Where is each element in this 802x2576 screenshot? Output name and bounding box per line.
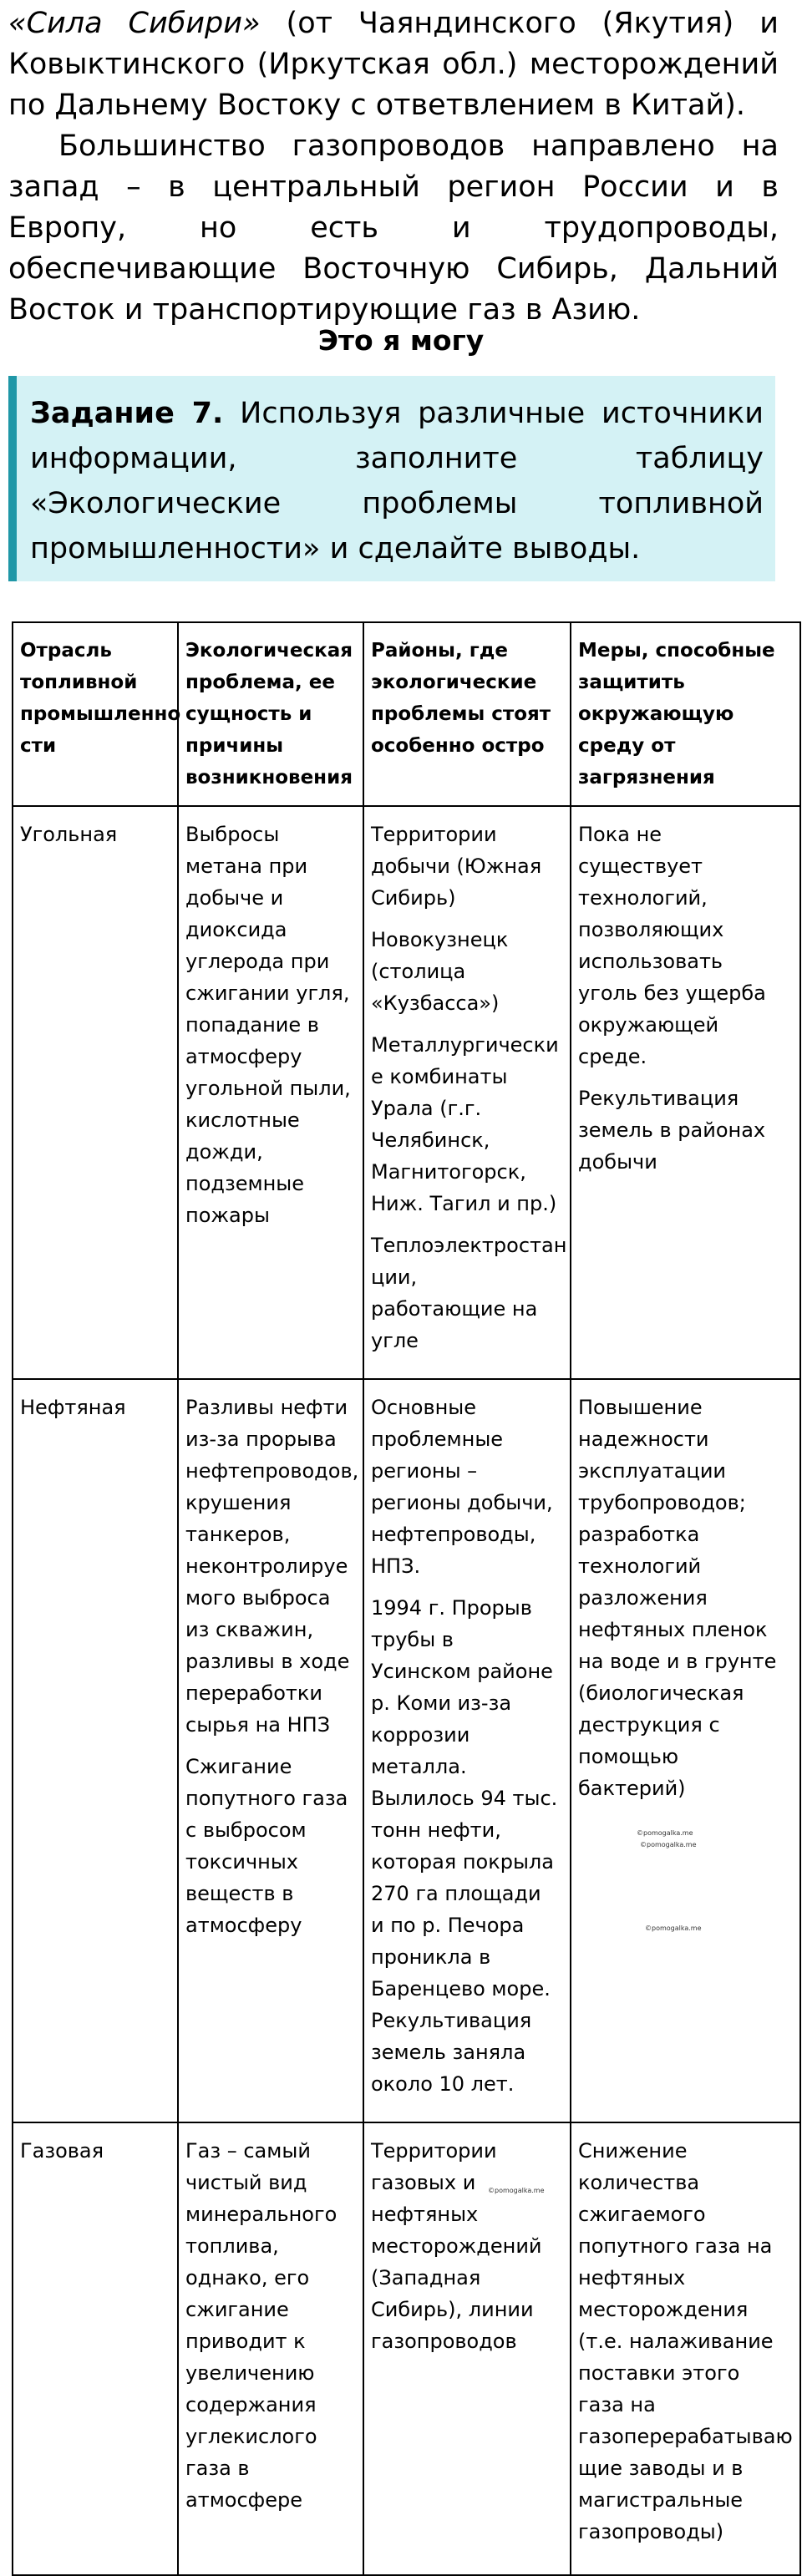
intro-text xyxy=(8,3,779,331)
cell-measures xyxy=(571,2122,800,2575)
cell-text: Сжигание попутного газа с выбросом токсичных веществ в атмосферу xyxy=(185,1755,348,1937)
pipeline-name: «Сила Сибири» xyxy=(8,7,261,40)
cell-text: Металлургически е комбинаты Урала (г.г. Челябинск, Магнитогорск, Ниж. Тагил и пр.) xyxy=(371,1033,559,1215)
intro-paragraph-2: Большинство газопроводов направлено на запад – в центральный регион России и в Европу, но есть и трудопроводы, обеспечивающие Восточную Сибирь, Дальний Восток и транспортирующие газ в Азию. xyxy=(8,129,779,327)
cell-text: Территории газовых и нефтяных месторождений (Западная Сибирь), линии газопроводов xyxy=(371,2139,542,2353)
cell-problem xyxy=(178,2122,363,2575)
table-row xyxy=(13,1379,800,2122)
cell-text: Разливы нефти из-за прорыва нефтепроводов, крушения танкеров, неконтролируе мого выброса из скважин, разливы в ходе переработки сырья на НПЗ xyxy=(185,1396,359,1737)
cell-regions xyxy=(363,1379,571,2122)
cell-text: Пока не существует технологий, позволяющих использовать уголь без ущерба окружающей среде. xyxy=(578,823,766,1068)
cell-industry: Угольная xyxy=(13,806,178,1379)
table-row xyxy=(13,806,800,1379)
cell-text: Рекультивация земель в районах добычи xyxy=(578,1087,766,1174)
cell-measures xyxy=(571,1379,800,2122)
intro-paragraph-1-rest: (от Чаяндинского (Якутия) и Ковыктинского (Иркутская обл.) месторождений по Дальнему Востоку с ответвлением в Китай). xyxy=(8,7,779,122)
ecology-table xyxy=(12,621,801,2576)
watermark: ©pomogalka.me xyxy=(488,2187,545,2194)
cell-measures xyxy=(571,806,800,1379)
header-measures: Меры, способные защитить окружающую среду от загрязнения xyxy=(571,622,800,806)
intro-paragraph-1 xyxy=(8,3,779,126)
cell-text: Выбросы метана при добыче и диоксида углерода при сжигании угля, попадание в атмосферу угольной пыли, кислотные дожди, подземные пожары xyxy=(185,823,351,1227)
cell-text: Территории добычи (Южная Сибирь) xyxy=(371,823,542,910)
watermark: ©pomogalka.me xyxy=(645,1924,702,1932)
task-box xyxy=(8,376,775,581)
header-problem: Экологическая проблема, ее сущность и причины возникновения xyxy=(178,622,363,806)
table-row xyxy=(13,2122,800,2575)
cell-problem xyxy=(178,806,363,1379)
cell-text: Новокузнецк (столица «Кузбасса») xyxy=(371,928,509,1015)
header-industry: Отрасль топливной промышленно сти xyxy=(13,622,178,806)
watermark: ©pomogalka.me xyxy=(637,1829,693,1837)
cell-text: Теплоэлектростан ции, работающие на угле xyxy=(371,1234,567,1352)
cell-industry: Газовая xyxy=(13,2122,178,2575)
cell-regions xyxy=(363,806,571,1379)
cell-industry: Нефтяная xyxy=(13,1379,178,2122)
header-regions: Районы, где экологические проблемы стоят особенно остро xyxy=(363,622,571,806)
task-label: Задание 7. xyxy=(30,397,224,430)
section-heading: Это я могу xyxy=(317,324,485,357)
cell-text: Повышение надежности эксплуатации трубопроводов; разработка технологий разложения нефтяных пленок на воде и в грунте (биологическая деструкция с помощью бактерий) xyxy=(578,1396,777,1800)
task-text: Используя различные источники информации, заполните таблицу «Экологические проблемы топливной промышленности» и сделайте выводы. xyxy=(30,397,764,565)
cell-text: Снижение количества сжигаемого попутного газа на нефтяных месторождения (т.е. налаживание поставки этого газа на газоперерабатываю щие заводы и в магистральные газопроводы) xyxy=(578,2139,793,2543)
table-header-row xyxy=(13,622,800,806)
cell-text: Газ – самый чистый вид минерального топлива, однако, его сжигание приводит к увеличению содержания углекислого газа в атмосфере xyxy=(185,2139,338,2512)
watermark: ©pomogalka.me xyxy=(640,1841,697,1848)
cell-regions xyxy=(363,2122,571,2575)
cell-problem xyxy=(178,1379,363,2122)
cell-text: 1994 г. Прорыв трубы в Усинском районе р. Коми из-за коррозии металла. Вылилось 94 тыс. тонн нефти, которая покрыла 270 га площади и по р. Печора проникла в Баренцево море. Рекультивация земель заняла около 10 лет. xyxy=(371,1596,558,2096)
cell-text: Основные проблемные регионы – регионы добычи, нефтепроводы, НПЗ. xyxy=(371,1396,553,1578)
